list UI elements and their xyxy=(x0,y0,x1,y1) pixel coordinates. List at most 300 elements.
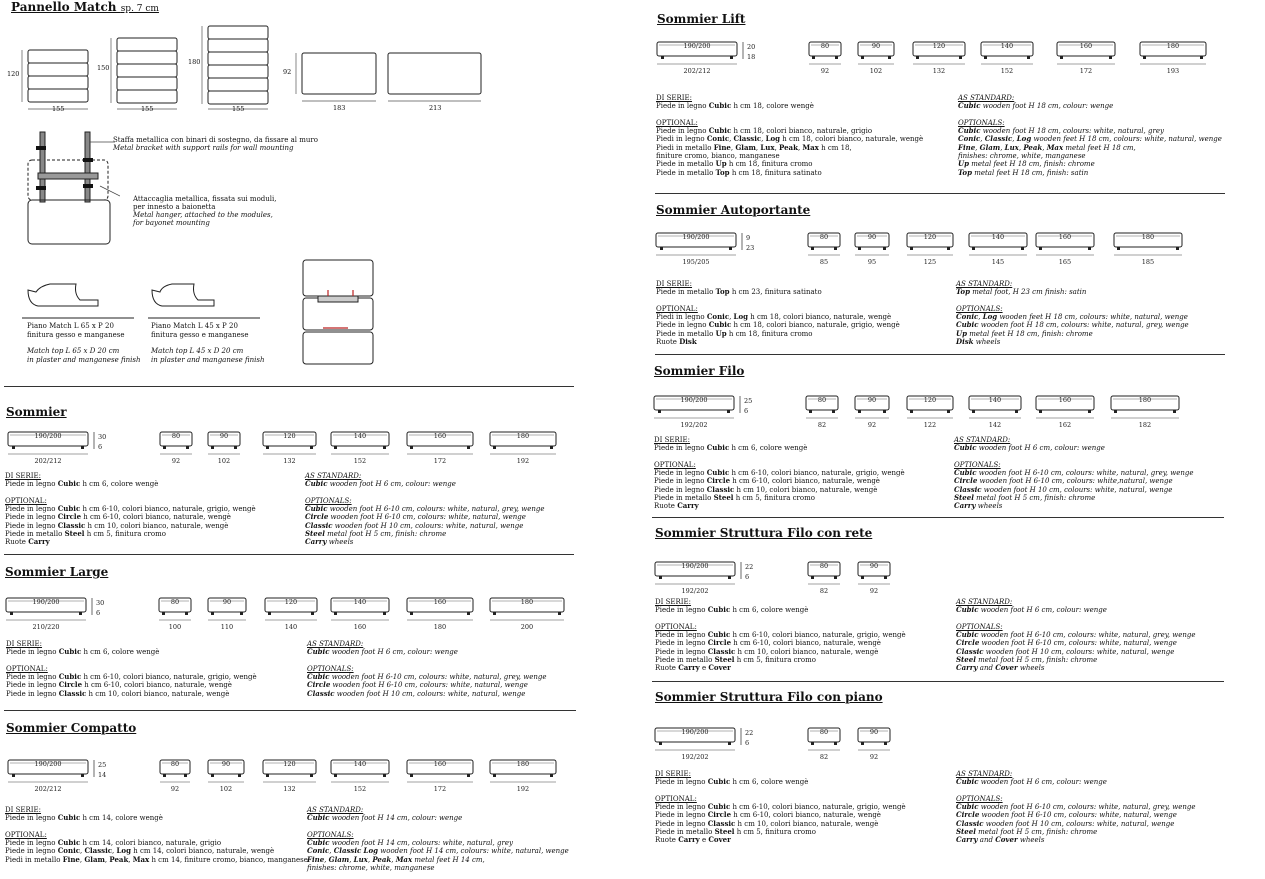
base-size-label: 190/200 xyxy=(34,432,62,440)
optional-heading: OPTIONAL: xyxy=(6,664,48,673)
finish-line: Piede in legno Cubic h cm 6, colore wengè xyxy=(654,443,808,453)
spacer xyxy=(956,787,1196,795)
di-serie-heading: DI SERIE: xyxy=(5,806,42,814)
section-divider xyxy=(655,354,1225,355)
width-label: 160 xyxy=(1058,233,1072,241)
top-caption-it: finitura gesso e manganese xyxy=(151,331,249,339)
english-finishes xyxy=(307,806,569,872)
height-label: 20 xyxy=(747,43,756,51)
depth-label: 192 xyxy=(516,457,530,465)
depth-label: 145 xyxy=(991,258,1005,266)
height-label: 25 xyxy=(98,761,107,769)
finish-line: Piede in metallo Steel h cm 5, finitura cromo xyxy=(655,827,816,837)
english-finishes xyxy=(956,598,1196,673)
finish-line: Cubic wooden foot H 6-10 cm, colours: white, natural, grey, wenge xyxy=(307,672,547,682)
section-divider xyxy=(652,681,1224,682)
width-label: 80 xyxy=(819,233,829,241)
width-label: 90 xyxy=(221,760,231,768)
finish-line: Piede in legno Cubic h cm 18, colori bianco, naturale, grigio, wengè xyxy=(656,320,900,330)
as-standard-heading: AS STANDARD: xyxy=(956,598,1013,606)
width-label: 80 xyxy=(819,728,829,736)
height-label: 18 xyxy=(747,53,756,61)
section-divider xyxy=(652,517,1224,518)
width-label: 180 xyxy=(520,598,534,606)
italian-finishes xyxy=(655,598,906,673)
finish-line: Ruote Disk xyxy=(656,337,697,347)
width-label: 80 xyxy=(170,760,180,768)
panel-width-label: 183 xyxy=(333,104,346,112)
di-serie-heading: DI SERIE: xyxy=(6,640,43,648)
width-label: 160 xyxy=(1058,396,1072,404)
bracket-mounting-drawing xyxy=(20,128,120,248)
top-caption-en: in plaster and manganese finish xyxy=(151,356,265,364)
depth-label: 132 xyxy=(283,785,296,793)
pannello-thickness: sp. 7 cm xyxy=(120,4,159,14)
finish-line: Piede in legno Classic h cm 10, colori bianco, naturale, wengè xyxy=(655,646,879,656)
finish-line: Cubic wooden foot H 6-10 cm, colours: white, natural, grey, wenge xyxy=(956,802,1196,812)
hanger-caption-en: for bayonet mounting xyxy=(133,219,210,227)
finish-line: Conic, Log wooden feet H 18 cm, colours: white, natural, wenge xyxy=(956,312,1188,322)
panel-height-label: 150 xyxy=(97,64,110,72)
finish-line: Piede in legno Circle h cm 6-10, colori bianco, naturale, wengè xyxy=(5,512,231,522)
finish-line: Top metal foot, H 23 cm finish: satin xyxy=(956,287,1087,297)
finish-line: Up metal feet H 18 cm, finish: chrome xyxy=(958,159,1095,169)
finish-line: Piede in legno Cubic h cm 14, colore wengè xyxy=(5,813,163,823)
finish-line: Piedi in legno Conic, Log h cm 18, colori bianco, naturale, wengè xyxy=(656,312,892,322)
finish-line: Piede in legno Cubic h cm 6, colore wengè xyxy=(655,605,809,615)
depth-label: 102 xyxy=(217,457,231,465)
depth-label: 182 xyxy=(1138,421,1152,429)
depth-label: 165 xyxy=(1058,258,1072,266)
panel-width-label: 155 xyxy=(141,105,154,113)
hanger-caption-it: per innesto a baionetta xyxy=(133,203,216,211)
pannello-panels-drawing xyxy=(0,20,500,120)
base-length-label: 202/212 xyxy=(34,457,62,465)
match-top-drawings xyxy=(22,282,262,322)
finish-line: Ruote Carry xyxy=(654,501,699,511)
finish-line: Piede in legno Cubic h cm 18, colore wengè xyxy=(656,101,814,111)
top-caption-en: in plaster and manganese finish xyxy=(27,356,141,364)
depth-label: 82 xyxy=(819,753,829,761)
optionals-heading: OPTIONALS: xyxy=(954,460,1001,469)
finish-line: Piede in metallo Up h cm 18, finitura cromo xyxy=(656,328,813,338)
depth-label: 92 xyxy=(820,67,830,75)
base-size-label: 190/200 xyxy=(34,760,62,768)
finish-line: Piedi in metallo Fine, Glam, Lux, Peak, Max h cm 18, xyxy=(656,142,852,152)
rete-title: Sommier Struttura Filo con rete xyxy=(655,526,873,540)
width-label: 140 xyxy=(991,233,1005,241)
spacer xyxy=(307,823,569,831)
depth-label: 110 xyxy=(220,623,234,631)
finish-line: Piede in metallo Steel h cm 5, finitura cromo xyxy=(5,529,166,539)
width-label: 140 xyxy=(988,396,1002,404)
english-finishes xyxy=(954,436,1194,511)
finish-line: Conic, Classic Log wooden foot H 14 cm, colours: white, natural, wenge xyxy=(307,846,569,856)
english-finishes xyxy=(956,280,1189,346)
optionals-heading: OPTIONALS: xyxy=(307,664,354,673)
finish-line: Carry and Cover wheels xyxy=(956,835,1045,845)
finish-line: Piedi in metallo Fine, Glam, Peak, Max h cm 14, finiture cromo, bianco, manganese xyxy=(5,854,308,864)
finish-line: Ruote Carry e Cover xyxy=(655,835,731,845)
depth-label: 140 xyxy=(284,623,298,631)
width-label: 90 xyxy=(871,42,881,50)
width-label: 80 xyxy=(819,562,829,570)
spacer xyxy=(956,615,1196,623)
finish-line: Piede in legno Classic h cm 10, colori bianco, naturale, wengè xyxy=(6,688,230,698)
bracket-caption-en: Metal bracket with support rails for wall mounting xyxy=(113,144,294,152)
italian-finishes xyxy=(6,640,257,698)
english-finishes xyxy=(956,770,1196,845)
optionals-heading: OPTIONALS: xyxy=(956,794,1003,803)
width-label: 180 xyxy=(1166,42,1180,50)
finish-line: Piede in legno Circle h cm 6-10, colori bianco, naturale, wengè xyxy=(6,680,232,690)
depth-label: 185 xyxy=(1141,258,1155,266)
page-title xyxy=(11,0,159,14)
height-label: 30 xyxy=(98,433,107,441)
finish-line: Top metal feet H 18 cm, finish: satin xyxy=(958,167,1089,177)
assembled-panel-drawing xyxy=(298,256,378,368)
panel-height-label: 180 xyxy=(188,58,201,66)
base-length-label: 192/202 xyxy=(681,753,709,761)
depth-label: 92 xyxy=(867,421,877,429)
di-serie-heading: DI SERIE: xyxy=(656,280,693,288)
di-serie-heading: DI SERIE: xyxy=(655,770,692,778)
finish-line: Steel metal foot H 5 cm, finish: chrome xyxy=(954,493,1096,503)
depth-label: 95 xyxy=(867,258,877,266)
finish-line: Cubic wooden foot H 6-10 cm, colours: white, natural, grey, wenge xyxy=(305,504,545,514)
finish-line: Classic wooden foot H 10 cm, colours: white, natural, wenge xyxy=(307,688,526,698)
top-caption-en: Match top L 65 x D 20 cm xyxy=(27,347,120,355)
width-label: 80 xyxy=(817,396,827,404)
finish-line: Piede in metallo Top h cm 18, finitura satinato xyxy=(656,167,822,177)
finish-line: Piede in legno Conic, Classic, Log h cm 14, colori bianco, naturale, wengè xyxy=(5,846,275,856)
finish-line: Cubic wooden foot H 14 cm, colour: wenge xyxy=(307,813,463,823)
spacer xyxy=(5,823,308,831)
depth-label: 132 xyxy=(283,457,296,465)
italian-finishes xyxy=(654,436,905,511)
height-label: 22 xyxy=(745,563,754,571)
di-serie-heading: DI SERIE: xyxy=(5,472,42,480)
top-caption-en: Match top L 45 x D 20 cm xyxy=(151,347,244,355)
hanger-caption-it: Attaccaglia metallica, fissata sui moduli, xyxy=(133,195,277,203)
finish-line: Carry wheels xyxy=(954,501,1003,511)
spacer xyxy=(305,489,545,497)
finish-line: Piede in legno Cubic h cm 6, colore wengè xyxy=(5,479,159,489)
finish-line: Piede in legno Cubic h cm 14, colori bianco, naturale, grigio xyxy=(5,838,222,848)
width-label: 160 xyxy=(433,598,447,606)
width-label: 90 xyxy=(219,432,229,440)
spacer xyxy=(654,453,905,461)
base-size-label: 190/200 xyxy=(681,728,709,736)
depth-label: 100 xyxy=(168,623,182,631)
panel-width-label: 213 xyxy=(429,104,442,112)
optional-heading: OPTIONAL: xyxy=(655,794,697,803)
optional-heading: OPTIONAL: xyxy=(656,304,698,313)
optionals-heading: OPTIONALS: xyxy=(956,622,1003,631)
width-label: 160 xyxy=(433,760,447,768)
english-finishes xyxy=(307,640,547,698)
height-label: 22 xyxy=(745,729,754,737)
lift-title: Sommier Lift xyxy=(657,12,746,26)
finish-line: Ruote Carry e Cover xyxy=(655,663,731,673)
depth-label: 152 xyxy=(1000,67,1014,75)
finish-line: Steel metal foot H 5 cm, finish: chrome xyxy=(305,529,447,539)
as-standard-heading: AS STANDARD: xyxy=(954,436,1011,444)
finish-line: Piede in legno Circle h cm 6-10, colori bianco, naturale, wengè xyxy=(655,638,881,648)
base-size-label: 190/200 xyxy=(682,233,710,241)
finish-line: Disk wheels xyxy=(956,337,1001,347)
optional-heading: OPTIONAL: xyxy=(655,622,697,631)
finish-line: Cubic wooden foot H 6 cm, colour: wenge xyxy=(305,479,456,489)
filo-size-drawings xyxy=(650,392,1225,432)
base-length-label: 192/202 xyxy=(681,587,709,595)
compatto-size-drawings xyxy=(0,756,575,796)
finish-line: Piede in legno Cubic h cm 6, colore wengè xyxy=(6,647,160,657)
depth-label: 142 xyxy=(988,421,1002,429)
finish-line: Classic wooden foot H 10 cm, colours: white, natural, wenge xyxy=(305,520,524,530)
height-label: 23 xyxy=(746,244,755,252)
as-standard-heading: AS STANDARD: xyxy=(307,806,364,814)
italian-finishes xyxy=(656,94,923,177)
finish-line: Piede in legno Classic h cm 10, colori bianco, naturale, wengè xyxy=(655,818,879,828)
width-label: 160 xyxy=(1079,42,1093,50)
as-standard-heading: AS STANDARD: xyxy=(958,94,1015,102)
depth-label: 152 xyxy=(353,457,367,465)
as-standard-heading: AS STANDARD: xyxy=(956,280,1013,288)
finish-line: finiture cromo, bianco, manganese xyxy=(656,152,780,161)
finish-line: Fine, Glam, Lux, Peak, Max metal feet H 18 cm, xyxy=(958,142,1136,152)
height-label: 9 xyxy=(746,234,751,242)
depth-label: 92 xyxy=(869,587,879,595)
english-finishes xyxy=(305,472,545,547)
hanger-caption-en: Metal hanger, attached to the modules, xyxy=(133,211,273,219)
width-label: 180 xyxy=(516,760,530,768)
finish-line: Ruote Carry xyxy=(5,537,50,547)
finish-line: finishes: chrome, white, manganese xyxy=(958,152,1086,161)
finish-line: Piede in legno Circle h cm 6-10, colori bianco, naturale, wengè xyxy=(654,476,880,486)
depth-label: 125 xyxy=(923,258,937,266)
depth-label: 180 xyxy=(433,623,447,631)
di-serie-heading: DI SERIE: xyxy=(655,598,692,606)
finish-line: Circle wooden foot H 6-10 cm, colours: white, natural, wenge xyxy=(307,680,528,690)
base-size-label: 190/200 xyxy=(681,562,709,570)
top-caption-it: Piano Match L 65 x P 20 xyxy=(27,322,114,330)
section-divider xyxy=(4,554,574,555)
depth-label: 82 xyxy=(819,587,829,595)
depth-label: 92 xyxy=(869,753,879,761)
width-label: 90 xyxy=(869,562,879,570)
top-caption-it: Piano Match L 45 x P 20 xyxy=(151,322,238,330)
depth-label: 172 xyxy=(1079,67,1093,75)
depth-label: 82 xyxy=(817,421,827,429)
finish-line: Piede in legno Cubic h cm 6-10, colori bianco, naturale, grigio, wengè xyxy=(654,468,905,478)
height-label: 6 xyxy=(744,407,749,415)
spacer xyxy=(956,297,1189,305)
height-label: 6 xyxy=(745,573,750,581)
base-size-label: 190/200 xyxy=(680,396,708,404)
finish-line: Cubic wooden foot H 18 cm, colours: white, natural, grey xyxy=(958,126,1164,136)
base-length-label: 210/220 xyxy=(32,623,60,631)
spacer xyxy=(954,453,1194,461)
finish-line: Steel metal foot H 5 cm, finish: chrome xyxy=(956,655,1098,665)
depth-label: 192 xyxy=(516,785,530,793)
depth-label: 92 xyxy=(170,785,180,793)
finish-line: Fine, Glam, Lux, Peak, Max metal feet H 14 cm, xyxy=(307,854,485,864)
width-label: 120 xyxy=(923,396,937,404)
spacer xyxy=(6,657,257,665)
finish-line: Up metal feet H 18 cm, finish: chrome xyxy=(956,328,1093,338)
finish-line: finishes: chrome, white, manganese xyxy=(307,864,435,873)
finish-line: Classic wooden foot H 10 cm, colours: white, natural, wenge xyxy=(956,818,1175,828)
finish-line: Piede in legno Classic h cm 10, colori bianco, naturale, wengè xyxy=(5,520,229,530)
piano-size-drawings xyxy=(650,724,1225,764)
width-label: 120 xyxy=(932,42,946,50)
width-label: 140 xyxy=(353,432,367,440)
width-label: 90 xyxy=(867,396,877,404)
finish-line: Cubic wooden foot H 14 cm, colours: white, natural, grey xyxy=(307,838,513,848)
depth-label: 92 xyxy=(171,457,181,465)
optionals-heading: OPTIONALS: xyxy=(305,496,352,505)
large-size-drawings xyxy=(0,594,575,634)
height-label: 14 xyxy=(98,771,107,779)
spacer xyxy=(958,111,1222,119)
width-label: 180 xyxy=(1138,396,1152,404)
italian-finishes xyxy=(5,806,308,864)
finish-line: Piede in legno Classic h cm 10, colori bianco, naturale, wengè xyxy=(654,484,878,494)
width-label: 80 xyxy=(820,42,830,50)
compatto-title: Sommier Compatto xyxy=(6,721,137,735)
base-size-label: 190/200 xyxy=(32,598,60,606)
finish-line: Piede in metallo Top h cm 23, finitura satinato xyxy=(656,287,822,297)
finish-line: Steel metal foot H 5 cm, finish: chrome xyxy=(956,827,1098,837)
autoportante-size-drawings xyxy=(650,229,1225,269)
finish-line: Piedi in legno Conic, Classic, Log h cm 18, colori bianco, naturale, wengè xyxy=(656,134,924,144)
width-label: 140 xyxy=(1000,42,1014,50)
width-label: 120 xyxy=(283,432,296,440)
height-label: 30 xyxy=(96,599,105,607)
depth-label: 172 xyxy=(433,457,447,465)
finish-line: Carry wheels xyxy=(305,537,354,547)
width-label: 90 xyxy=(867,233,877,241)
finish-line: Piede in metallo Steel h cm 5, finitura cromo xyxy=(655,655,816,665)
depth-label: 102 xyxy=(219,785,233,793)
finish-line: Piede in legno Cubic h cm 6-10, colori bianco, naturale, grigio, wengè xyxy=(5,504,256,514)
finish-line: Piede in legno Cubic h cm 6-10, colori bianco, naturale, grigio, wengè xyxy=(655,802,906,812)
optional-heading: OPTIONAL: xyxy=(656,118,698,127)
finish-line: Cubic wooden foot H 6 cm, colour: wenge xyxy=(954,443,1105,453)
panel-width-label: 155 xyxy=(52,105,65,113)
finish-line: Carry and Cover wheels xyxy=(956,663,1045,673)
italian-finishes xyxy=(5,472,256,547)
optional-heading: OPTIONAL: xyxy=(5,830,47,839)
di-serie-heading: DI SERIE: xyxy=(654,436,691,444)
as-standard-heading: AS STANDARD: xyxy=(305,472,362,480)
finish-line: Cubic wooden foot H 6 cm, colour: wenge xyxy=(956,605,1107,615)
finish-line: Conic, Classic, Log wooden feet H 18 cm, colours: white, natural, wenge xyxy=(958,134,1222,144)
height-label: 6 xyxy=(96,609,101,617)
section-divider xyxy=(655,193,1225,194)
rete-size-drawings xyxy=(650,558,1225,598)
finish-line: Classic wooden foot H 10 cm, colours: white, natural, wenge xyxy=(954,484,1173,494)
optionals-heading: OPTIONALS: xyxy=(307,830,354,839)
depth-label: 160 xyxy=(353,623,367,631)
spacer xyxy=(5,489,256,497)
sommier-size-drawings xyxy=(0,428,575,468)
finish-line: Piede in legno Cubic h cm 6-10, colori bianco, naturale, grigio, wengè xyxy=(6,672,257,682)
lift-size-drawings xyxy=(650,38,1225,78)
finish-line: Cubic wooden foot H 6-10 cm, colours: white, natural, grey, wenge xyxy=(954,468,1194,478)
bracket-caption-it: Staffa metallica con binari di sostegno, da fissare al muro xyxy=(113,136,318,144)
finish-line: Piede in legno Cubic h cm 18, colori bianco, naturale, grigio xyxy=(656,126,873,136)
finish-line: Cubic wooden foot H 6-10 cm, colours: white, natural, grey, wenge xyxy=(956,630,1196,640)
depth-label: 152 xyxy=(353,785,367,793)
width-label: 90 xyxy=(869,728,879,736)
depth-label: 162 xyxy=(1058,421,1072,429)
finish-line: Classic wooden foot H 10 cm, colours: white, natural, wenge xyxy=(956,646,1175,656)
base-length-label: 192/202 xyxy=(680,421,708,429)
italian-finishes xyxy=(655,770,906,845)
di-serie-heading: DI SERIE: xyxy=(656,94,693,102)
finish-line: Piede in legno Cubic h cm 6-10, colori bianco, naturale, grigio, wengè xyxy=(655,630,906,640)
spacer xyxy=(655,787,906,795)
spacer xyxy=(656,297,900,305)
piano-title: Sommier Struttura Filo con piano xyxy=(655,690,883,704)
optional-heading: OPTIONAL: xyxy=(654,460,696,469)
depth-label: 172 xyxy=(433,785,447,793)
width-label: 80 xyxy=(170,598,180,606)
depth-label: 102 xyxy=(869,67,883,75)
base-length-label: 195/205 xyxy=(682,258,710,266)
section-divider xyxy=(4,386,574,387)
height-label: 6 xyxy=(98,443,103,451)
spacer xyxy=(655,615,906,623)
width-label: 120 xyxy=(283,760,296,768)
as-standard-heading: AS STANDARD: xyxy=(956,770,1013,778)
width-label: 80 xyxy=(171,432,181,440)
section-divider xyxy=(4,710,576,711)
panel-height-label: 92 xyxy=(283,68,292,76)
finish-line: Piede in metallo Up h cm 18, finitura cromo xyxy=(656,159,813,169)
base-length-label: 202/212 xyxy=(683,67,711,75)
finish-line: Piede in legno Circle h cm 6-10, colori bianco, naturale, wengè xyxy=(655,810,881,820)
sommier-title: Sommier xyxy=(6,405,67,419)
finish-line: Circle wooden foot H 6-10 cm, colours: white,natural, wenge xyxy=(954,476,1173,486)
pannello-title: Pannello Match xyxy=(11,0,117,14)
height-label: 6 xyxy=(745,739,750,747)
width-label: 90 xyxy=(222,598,232,606)
optionals-heading: OPTIONALS: xyxy=(958,118,1005,127)
width-label: 140 xyxy=(353,598,367,606)
panel-height-label: 120 xyxy=(7,70,20,78)
optionals-heading: OPTIONALS: xyxy=(956,304,1003,313)
autoportante-title: Sommier Autoportante xyxy=(656,203,811,217)
spacer xyxy=(307,657,547,665)
panel-width-label: 155 xyxy=(232,105,245,113)
finish-line: Cubic wooden foot H 6 cm, colour: wenge xyxy=(307,647,458,657)
finish-line: Circle wooden foot H 6-10 cm, colours: white, natural, wenge xyxy=(956,638,1177,648)
width-label: 120 xyxy=(284,598,298,606)
finish-line: Circle wooden foot H 6-10 cm, colours: white, natural, wenge xyxy=(956,810,1177,820)
depth-label: 132 xyxy=(932,67,946,75)
width-label: 160 xyxy=(433,432,447,440)
finish-line: Cubic wooden foot H 6 cm, colour: wenge xyxy=(956,777,1107,787)
finish-line: Cubic wooden foot H 18 cm, colour: wenge xyxy=(958,101,1114,111)
english-finishes xyxy=(958,94,1222,177)
optional-heading: OPTIONAL: xyxy=(5,496,47,505)
filo-title: Sommier Filo xyxy=(654,364,745,378)
top-caption-it: finitura gesso e manganese xyxy=(27,331,125,339)
italian-finishes xyxy=(656,280,900,346)
